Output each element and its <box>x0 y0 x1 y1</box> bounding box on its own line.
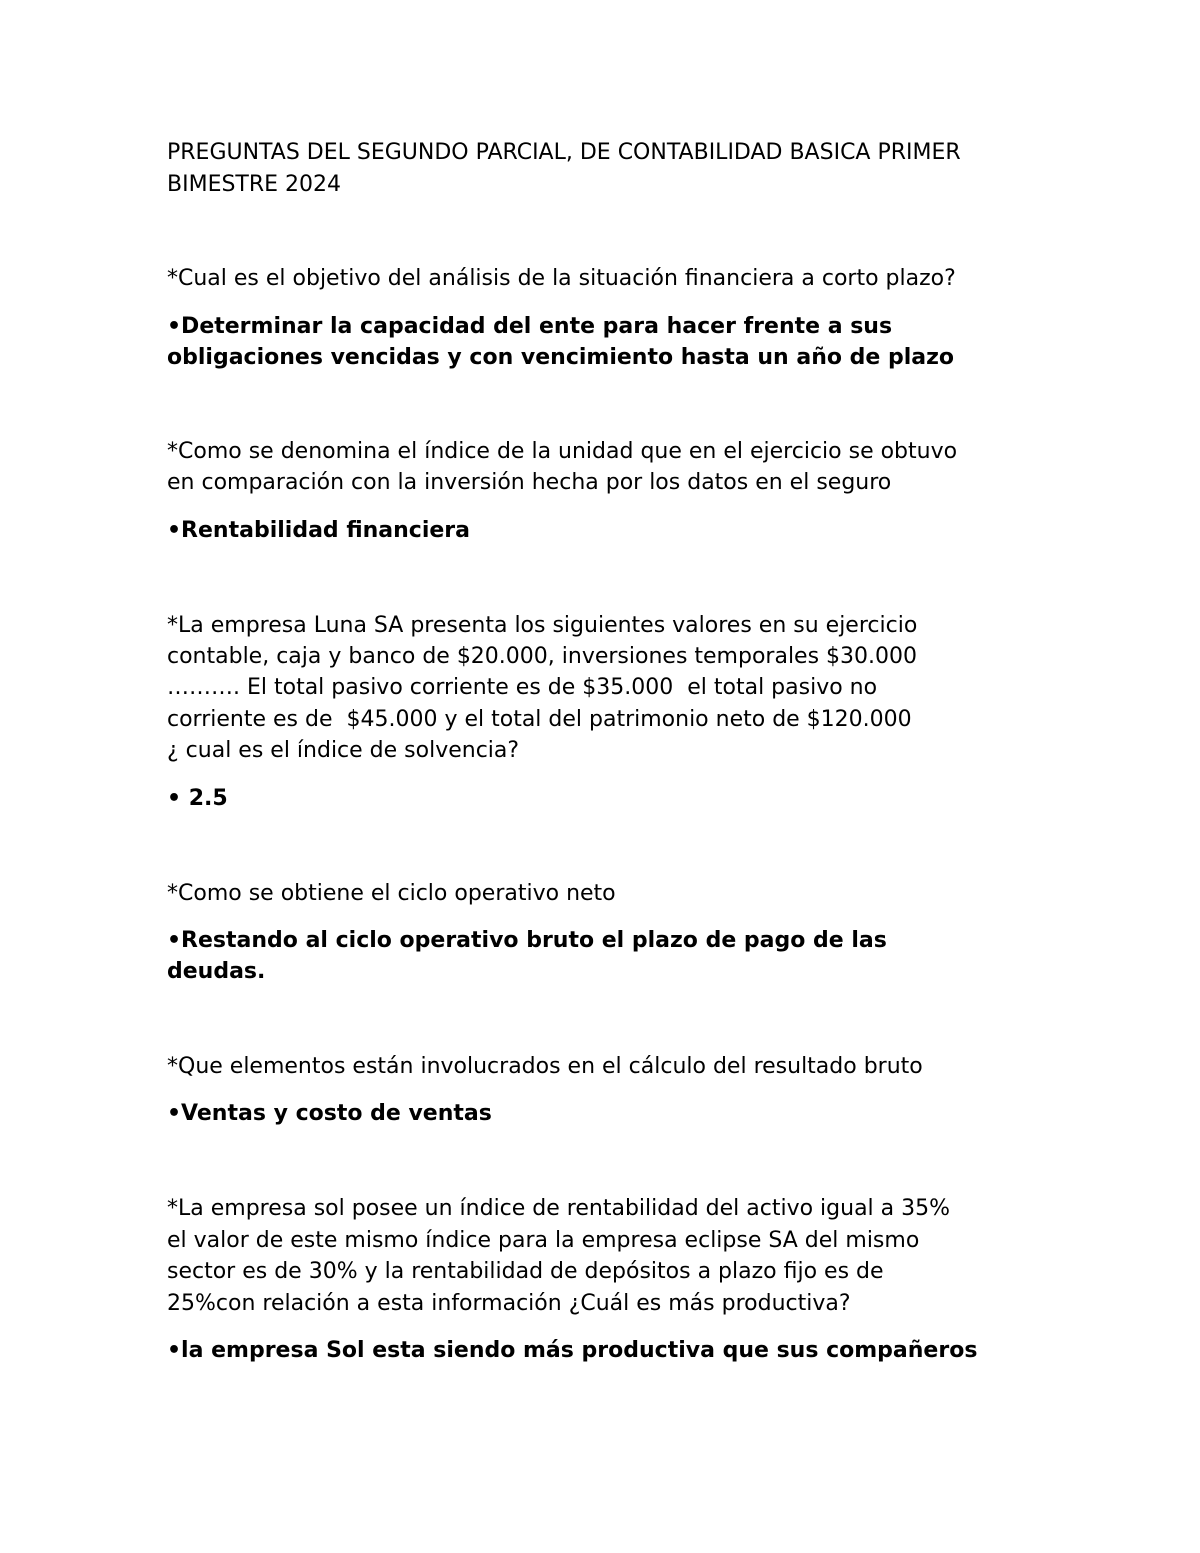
answer-1-line-1: •Determinar la capacidad del ente para hacer frente a sus <box>167 314 893 339</box>
question-4-line-1: *Como se obtiene el ciclo operativo neto <box>167 881 616 906</box>
answer-4-line-2: deudas. <box>167 959 266 984</box>
question-5-line-1: *Que elementos están involucrados en el cálculo del resultado bruto <box>167 1054 923 1079</box>
answer-1-line-2: obligaciones vencidas y con vencimiento hasta un año de plazo <box>167 345 955 370</box>
question-3-line-1: *La empresa Luna SA presenta los siguientes valores en su ejercicio <box>167 613 918 638</box>
question-3-line-2: contable, caja y banco de $20.000, inversiones temporales $30.000 <box>167 644 918 669</box>
question-6-line-1: *La empresa sol posee un índice de rentabilidad del activo igual a 35% <box>167 1196 951 1221</box>
question-6-line-3: sector es de 30% y la rentabilidad de depósitos a plazo fijo es de <box>167 1259 884 1284</box>
answer-6-line-1: •la empresa Sol esta siendo más productiva que sus compañeros <box>167 1338 978 1363</box>
answer-4-line-1: •Restando al ciclo operativo bruto el plazo de pago de las <box>167 928 887 953</box>
question-6-line-2: el valor de este mismo índice para la empresa eclipse SA del mismo <box>167 1228 920 1253</box>
question-3-line-4: corriente es de $45.000 y el total del patrimonio neto de $120.000 <box>167 707 912 732</box>
document-title-line-2: BIMESTRE 2024 <box>167 172 342 197</box>
question-3-line-5: ¿ cual es el índice de solvencia? <box>167 738 520 763</box>
question-6-line-4: 25%con relación a esta información ¿Cuál es más productiva? <box>167 1291 851 1316</box>
question-2-line-1: *Como se denomina el índice de la unidad que en el ejercicio se obtuvo <box>167 439 958 464</box>
question-1-line-1: *Cual es el objetivo del análisis de la situación financiera a corto plazo? <box>167 266 956 291</box>
answer-5-line-1: •Ventas y costo de ventas <box>167 1101 492 1126</box>
answer-3-line-1: • 2.5 <box>167 786 228 811</box>
question-2-line-2: en comparación con la inversión hecha por los datos en el seguro <box>167 470 892 495</box>
document-title-line-1: PREGUNTAS DEL SEGUNDO PARCIAL, DE CONTABILIDAD BASICA PRIMER <box>167 140 961 165</box>
answer-2-line-1: •Rentabilidad financiera <box>167 518 470 543</box>
question-3-line-3: ………. El total pasivo corriente es de $35.000 el total pasivo no <box>167 675 878 700</box>
